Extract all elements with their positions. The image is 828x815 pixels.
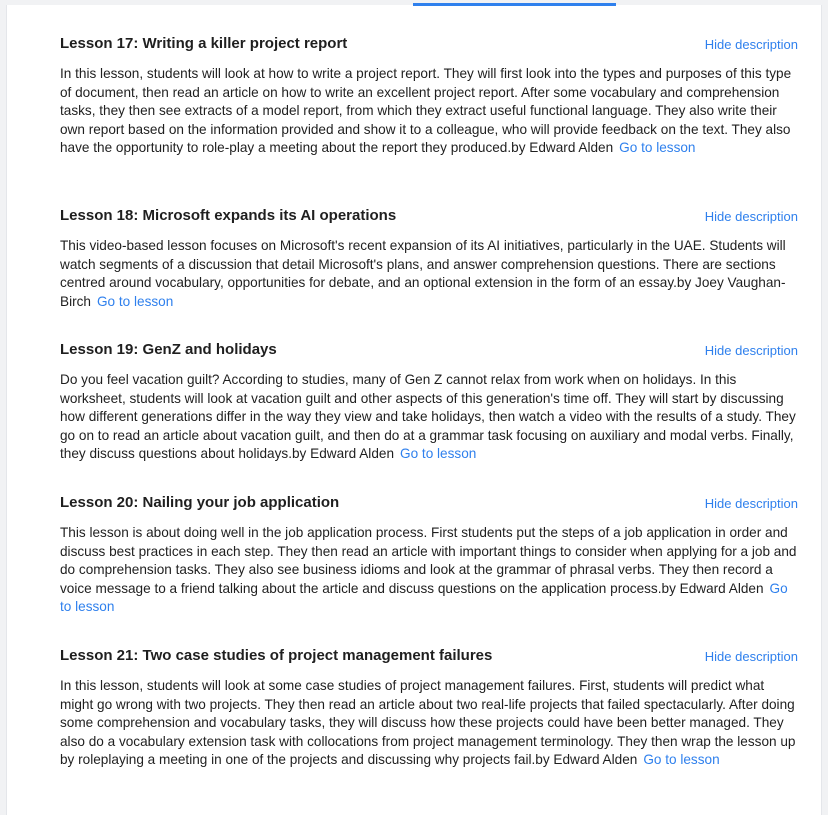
hide-description-link[interactable]: Hide description <box>704 209 798 224</box>
hide-description-link[interactable]: Hide description <box>704 37 798 52</box>
lesson-description <box>60 237 798 311</box>
lesson-description <box>60 677 798 770</box>
go-to-lesson-link[interactable]: Go to lesson <box>643 752 720 767</box>
lesson-description <box>60 65 798 158</box>
lesson-title: Lesson 18: Microsoft expands its AI operations <box>60 207 397 224</box>
lesson-description-text: In this lesson, students will look at some case studies of project management failures. First, students will predict what might go wrong with two projects. They then read an article about two real-life projects that failed spectacularly. After doing some comprehension and vocabulary tasks, they will discuss how these projects could have been better managed. They also do a vocabulary extension task with collocations from project management terminology. They then wrap the lesson up by roleplaying a meeting in one of the projects and discussing why projects fail.by Edward Alden <box>60 678 796 767</box>
go-to-lesson-link[interactable]: Go to lesson <box>619 140 696 155</box>
lesson-title: Lesson 19: GenZ and holidays <box>60 341 277 358</box>
hide-description-link[interactable]: Hide description <box>704 496 798 511</box>
hide-description-link[interactable]: Hide description <box>704 649 798 664</box>
hide-description-link[interactable]: Hide description <box>704 343 798 358</box>
go-to-lesson-link[interactable]: Go to lesson <box>96 293 174 309</box>
active-tab-indicator <box>413 3 616 6</box>
go-to-lesson-link[interactable]: Go to lesson <box>400 446 477 461</box>
lesson-description-text: In this lesson, students will look at how to write a project report. They will first look into the types and purposes of this type of document, then read an article on how to write an excellent project report. After some vocabulary and comprehension tasks, they then see extracts of a model report, from which they extract useful functional language. They also write their own report based on the information provided and show it to a colleague, who will provide feedback on the text. They also have the opportunity to role-play a meeting about the report they produced.by Edward Alden <box>60 66 792 155</box>
lesson-description-text: This video-based lesson focuses on Microsoft's recent expansion of its AI initiatives, particularly in the UAE. Students will watch segments of a discussion that detail Microsoft's plans, and answer comprehension questions. There are sections centred around vocabulary, opportunities for debate, and an optional extension in the form of an essay.by Joey Vaughan-Birch <box>60 238 786 309</box>
lesson-title: Lesson 20: Nailing your job application <box>60 494 340 511</box>
lesson-description <box>60 524 798 617</box>
lesson-title: Lesson 21: Two case studies of project management failures <box>60 647 493 664</box>
lesson-description <box>60 371 798 464</box>
lesson-title: Lesson 17: Writing a killer project report <box>60 35 348 52</box>
go-to-lesson-link[interactable]: Go to lesson <box>60 580 788 614</box>
lesson-description-text: Do you feel vacation guilt? According to studies, many of Gen Z cannot relax from work when on holidays. In this worksheet, students will look at vacation guilt and other aspects of this generation's time off. They will start by discussing how different generations differ in the way they view and take holidays, then watch a video with the results of a study. They go on to read an article about vacation guilt, and then do at a grammar task focusing on auxiliary and modal verbs. Finally, they discuss questions about holidays.by Edward Alden <box>60 372 796 461</box>
lesson-description-text: This lesson is about doing well in the job application process. First students put the steps of a job application in order and discuss best practices in each step. They then read an article with important things to consider when applying for a job and do comprehension tasks. They also see business idioms and look at the grammar of phrasal verbs. They then record a voice message to a friend talking about the article and discuss questions on the application process.by Edward Alden <box>60 525 797 596</box>
